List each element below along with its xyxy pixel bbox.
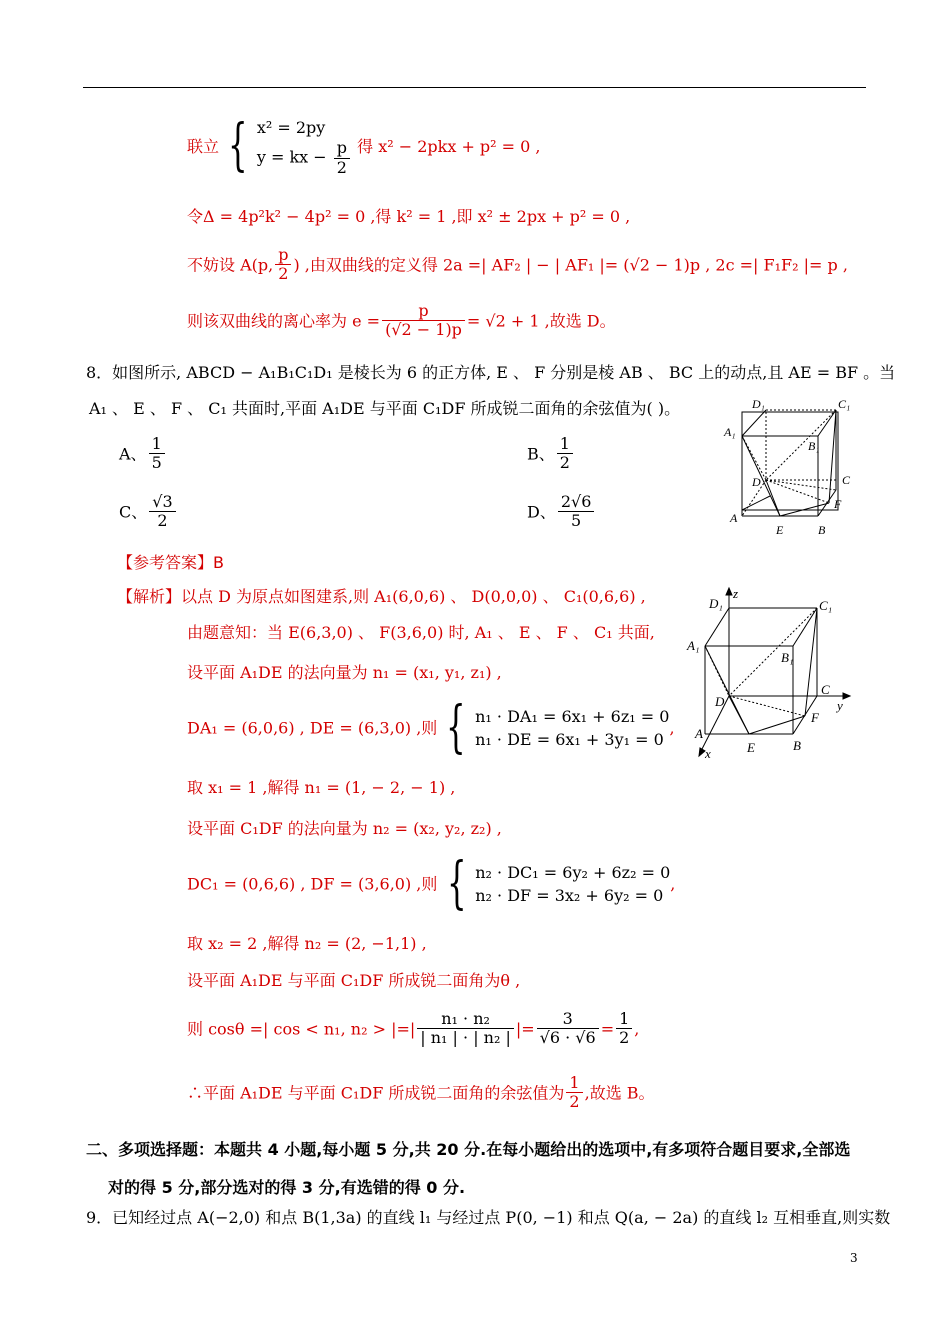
fig2-label: A bbox=[695, 726, 703, 741]
solution-line: 令Δ = 4p²k² − 4p² = 0 ,得 k² = 1 ,即 x² ± 2px + p² = 0 , bbox=[187, 207, 631, 226]
fig2-label: C bbox=[821, 682, 830, 697]
fig2-label: B₁ bbox=[781, 650, 794, 665]
option-c: C、 $\frac{√3}{2}$ bbox=[119, 493, 178, 531]
text: 联立 bbox=[187, 136, 220, 156]
question-8-line2: A₁ 、 E 、 F 、 C₁ 共面时,平面 A₁DE 与平面 C₁DF 所成锐二面角的余弦值为( )。 bbox=[89, 399, 681, 418]
solution-line: ∴平面 A₁DE 与平面 C₁DF 所成锐二面角的余弦值为 $\frac{1}{2}$ ,故选 B。 bbox=[187, 1073, 655, 1112]
system-equations bbox=[257, 116, 352, 177]
solution-line: 【解析】以点 D 为原点如图建系,则 A₁(6,0,6) 、 D(0,0,0) 、 C₁(0,6,6) , bbox=[117, 587, 646, 606]
solution-line: 取 x₁ = 1 ,解得 n₁ = (1, − 2, − 1) , bbox=[187, 778, 456, 797]
equation: y = kx − $\frac{p}{2}$ bbox=[257, 139, 352, 177]
fig2-label: D₁ bbox=[709, 596, 723, 611]
solution-line: 则该双曲线的离心率为 e = $\frac{p}{(√2 - 1)p}$ = √2 + 1 ,故选 D。 bbox=[187, 301, 616, 340]
solution-line: 设平面 A₁DE 的法向量为 n₁ = (x₁, y₁, z₁) , bbox=[187, 663, 502, 682]
fig2-label: B bbox=[793, 738, 801, 753]
fig1-label: D₁ bbox=[752, 397, 765, 411]
fig1-label: B₁ bbox=[808, 439, 820, 453]
fig2-label: A₁ bbox=[687, 638, 700, 653]
system-line-1 bbox=[187, 113, 541, 179]
fig1-label: F bbox=[834, 497, 842, 511]
fig1-label: E bbox=[776, 523, 784, 537]
page-number: 3 bbox=[850, 1251, 858, 1265]
fig1-label: D bbox=[752, 475, 761, 489]
fig1-label: B bbox=[818, 523, 826, 537]
solution-line: DA₁ = (6,0,6) , DE = (6,3,0) ,则 { n₁ · DA₁ = 6x₁ + 6z₁ = 0 n₁ · DE = 6x₁ + 3y₁ = 0 , bbox=[187, 695, 675, 760]
section-2-heading: 二、多项选择题：本题共 4 小题,每小题 5 分,共 20 分.在每小题给出的选项中,有多项符合题目要求,全部选 bbox=[86, 1140, 851, 1159]
fig1-label: A bbox=[730, 511, 738, 525]
text: 得 x² − 2pkx + p² = 0 , bbox=[357, 136, 541, 156]
solution-line: 不妨设 A(p, $\frac{p}{2}$ ) ,由双曲线的定义得 2a =| AF₂ | − | AF₁ |= (√2 − 1)p , 2c =| F₁F₂ |= p , bbox=[187, 245, 848, 284]
reference-answer: 【参考答案】B bbox=[117, 553, 224, 572]
fig2-label: E bbox=[747, 740, 755, 755]
section-2-heading-line2: 对的得 5 分,部分选对的得 3 分,有选错的得 0 分. bbox=[108, 1178, 466, 1197]
question-8: 8．如图所示, ABCD − A₁B₁C₁D₁ 是棱长为 6 的正方体, E 、 F 分别是棱 AB 、 BC 上的动点,且 AE = BF 。当 bbox=[86, 363, 896, 382]
fig2-label: y bbox=[837, 698, 843, 713]
equation: x² = 2py bbox=[256, 118, 326, 137]
option-b: B、 $\frac{1}{2}$ bbox=[527, 435, 575, 473]
fig1-label: C bbox=[842, 473, 851, 487]
solution-line: 设平面 C₁DF 的法向量为 n₂ = (x₂, y₂, z₂) , bbox=[187, 819, 502, 838]
option-a: A、 $\frac{1}{5}$ bbox=[119, 435, 167, 473]
fig2-label: z bbox=[733, 586, 739, 601]
solution-line: 设平面 A₁DE 与平面 C₁DF 所成锐二面角为θ , bbox=[187, 971, 521, 990]
question-9: 9．已知经过点 A(−2,0) 和点 B(1,3a) 的直线 l₁ 与经过点 P(0, −1) 和点 Q(a, − 2a) 的直线 l₂ 互相垂直,则实数 bbox=[86, 1208, 891, 1227]
option-d: D、 $\frac{2√6}{5}$ bbox=[527, 493, 596, 531]
solution-line: 由题意知：当 E(6,3,0) 、 F(3,6,0) 时, A₁ 、 E 、 F 、 C₁ 共面, bbox=[187, 623, 655, 642]
fig2-label: x bbox=[705, 746, 711, 761]
fig2-label: C₁ bbox=[819, 598, 833, 613]
cube-figure-1 bbox=[722, 396, 862, 546]
header-rule bbox=[83, 87, 866, 88]
fig1-label: A₁ bbox=[724, 425, 736, 439]
solution-line: DC₁ = (0,6,6) , DF = (3,6,0) ,则 { n₂ · DC₁ = 6y₂ + 6z₂ = 0 n₂ · DF = 3x₂ + 6y₂ = 0 , bbox=[187, 851, 676, 916]
fig2-label: D bbox=[715, 694, 725, 709]
fig2-label: F bbox=[811, 710, 819, 725]
brace: { bbox=[228, 113, 248, 179]
solution-line: 则 cosθ =| cos < n₁, n₂ > |=| $\frac{\text{n₁ · n₂}}{\text{| n₁ | · | n₂ |}}$ |= $\frac{3}{√6 \cdot √6}$ = $\frac{1}{2}$ , bbox=[187, 1009, 640, 1048]
solution-line: 取 x₂ = 2 ,解得 n₂ = (2, −1,1) , bbox=[187, 934, 427, 953]
cube-figure-2 bbox=[685, 586, 855, 766]
fig1-label: C₁ bbox=[838, 397, 851, 411]
